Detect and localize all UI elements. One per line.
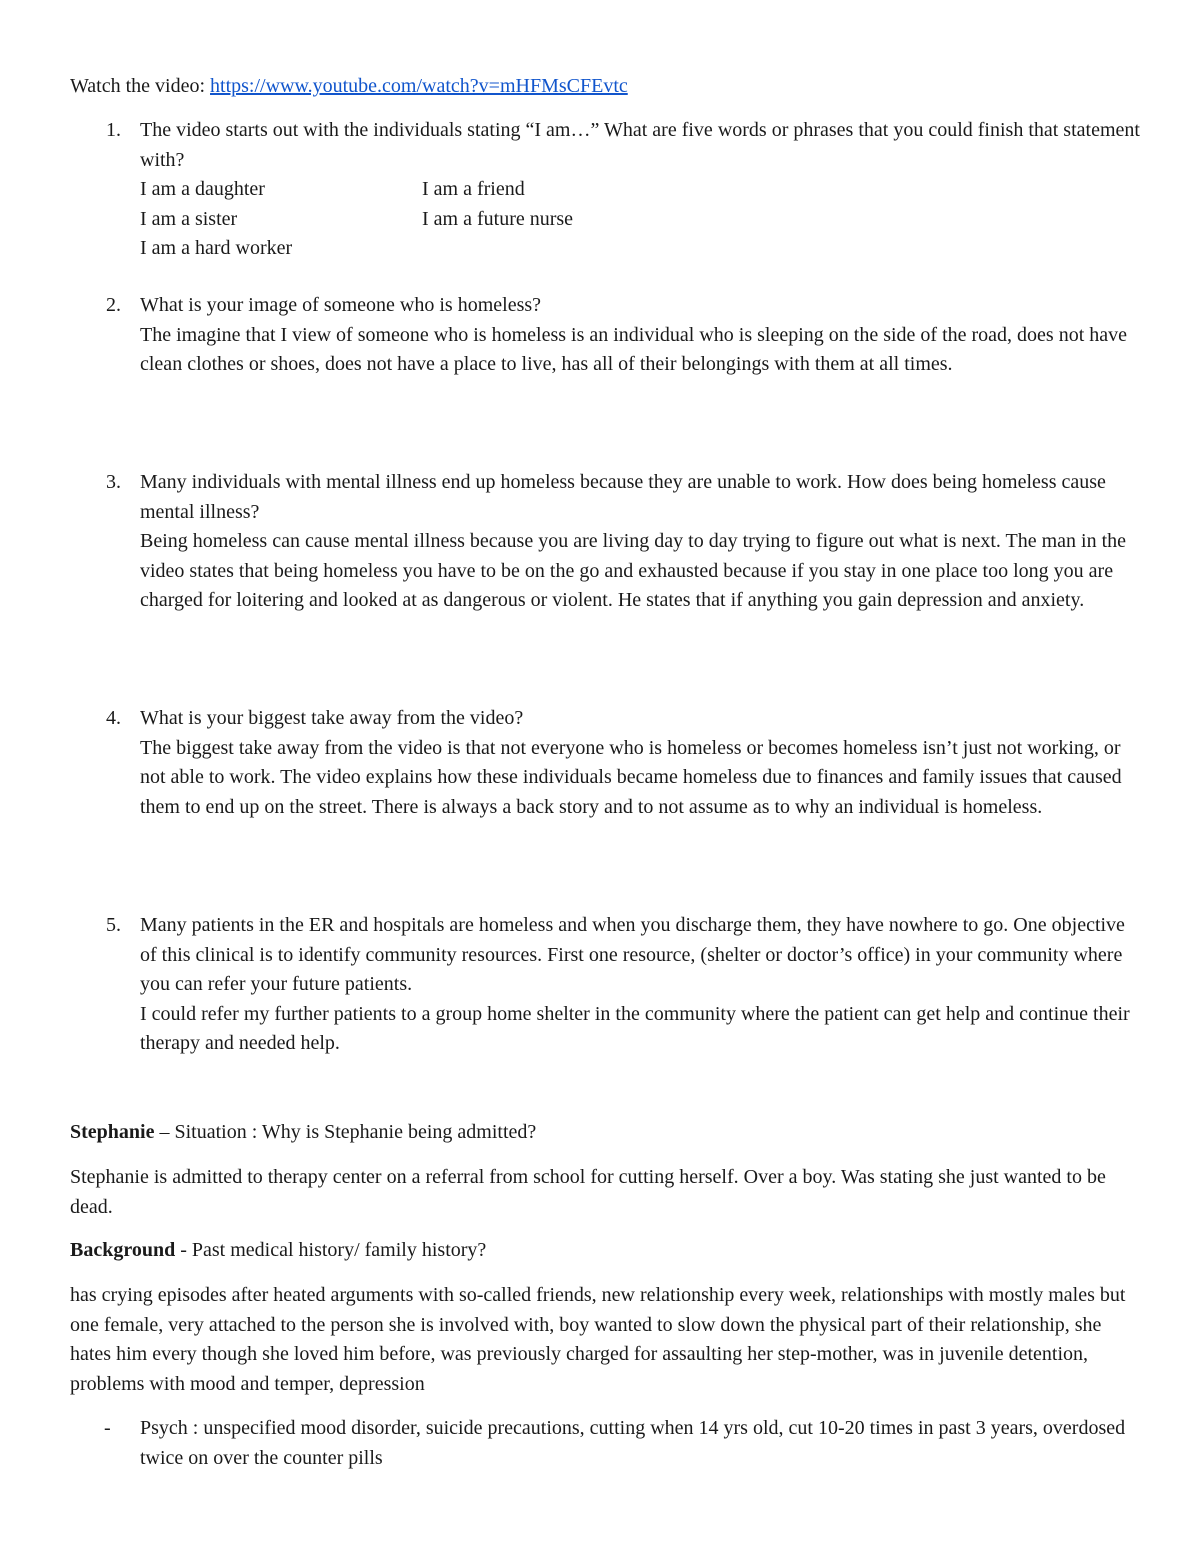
- answer-item: I am a friend: [422, 178, 525, 200]
- intro-line: [70, 72, 628, 102]
- question-number: 5.: [106, 914, 121, 936]
- intro-label: Watch the video:: [70, 75, 211, 97]
- video-link[interactable]: https://www.youtube.com/watch?v=mHFMsCFEvtc: [210, 75, 628, 97]
- question-text: Many individuals with mental illness end up homeless because they are unable to work. How does being homeless cause mental illness?: [140, 471, 1106, 523]
- question-text: What is your biggest take away from the video?: [140, 707, 524, 729]
- question-text: The video starts out with the individuals stating “I am…” What are five words or phrases that you could finish that statement with?: [140, 119, 1140, 171]
- question-text: What is your image of someone who is homeless?: [140, 294, 542, 316]
- answer-column-2: [422, 175, 573, 264]
- answer-text: I could refer my further patients to a group home shelter in the community where the patient can get help and continue their therapy and needed help.: [140, 1002, 1130, 1054]
- answer-text: Being homeless can cause mental illness because you are living day to day trying to figure out what is next. The man in the video states that being homeless you have to be on the go and exhausted because if you stay in one place too long you are charged for loitering and looked at as dangerous or violent. He states that if anything you gain depression and anxiety.: [140, 530, 1127, 611]
- question-number: 2.: [106, 294, 121, 316]
- question-2: [106, 291, 1140, 380]
- question-1: [106, 116, 1140, 264]
- situation-bold: Stephanie: [70, 1121, 155, 1143]
- bullet-text: Psych : unspecified mood disorder, suicide precautions, cutting when 14 yrs old, cut 10-20 times in past 3 years, overdosed twice on over the counter pills: [140, 1417, 1126, 1469]
- answer-item: I am a sister: [140, 207, 238, 230]
- background-heading: [70, 1236, 1135, 1266]
- psych-bullet: [104, 1414, 1140, 1473]
- question-4: [106, 704, 1140, 822]
- question-number: 1.: [106, 119, 121, 141]
- answer-columns: [140, 175, 1140, 264]
- background-answer: has crying episodes after heated arguments with so-called friends, new relationship every week, relationships with mostly males but one female, very attached to the person she is involved with, boy wanted to slow down the physical part of their relationship, she hates him every though she loved him before, was previously charged for assaulting her step-mother, was in juvenile detention, problems with mood and temper, depression: [70, 1284, 1126, 1395]
- answer-column-1: [140, 175, 422, 264]
- answer-item: I am a daughter: [140, 178, 265, 200]
- question-text: Many patients in the ER and hospitals are homeless and when you discharge them, they have nowhere to go. One objective of this clinical is to identify community resources. First one resource, (shelter or doctor’s office) in your community where you can refer your future patients.: [140, 914, 1125, 995]
- answer-item: I am a hard worker: [140, 237, 293, 259]
- question-number: 3.: [106, 471, 121, 493]
- background-prompt: - Past medical history/ family history?: [175, 1239, 487, 1261]
- bullet-marker: -: [104, 1417, 111, 1439]
- situation-prompt: – Situation : Why is Stephanie being admitted?: [154, 1121, 537, 1143]
- question-3: [106, 468, 1140, 616]
- question-5: [106, 911, 1140, 1059]
- question-number: 4.: [106, 707, 121, 729]
- background-bold: Background: [70, 1239, 176, 1261]
- situation-answer: Stephanie is admitted to therapy center on a referral from school for cutting herself. Over a boy. Was stating she just wanted to be dead.: [70, 1166, 1106, 1218]
- situation-heading: [70, 1118, 1135, 1148]
- answer-item: I am a future nurse: [422, 207, 574, 230]
- answer-text: The imagine that I view of someone who is homeless is an individual who is sleeping on the side of the road, does not have clean clothes or shoes, does not have a place to live, has all of their belongings with them at all times.: [140, 323, 1128, 375]
- answer-text: The biggest take away from the video is that not everyone who is homeless or becomes homeless isn’t just not working, or not able to work. The video explains how these individuals became homeless due to finances and family issues that caused them to end up on the street. There is always a back story and to not assume as to why an individual is homeless.: [140, 736, 1122, 818]
